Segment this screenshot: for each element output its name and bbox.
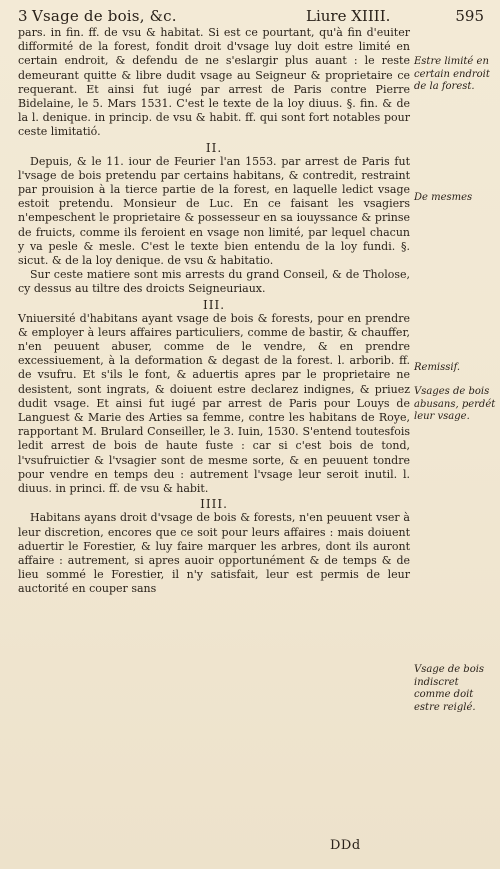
paragraph-5: Habitans ayans droit d'vsage de bois & forests, n'en peuuent vser à leur discretion, encores que ce soit pour leurs affaires : mais doiuent aduertir le Forestier, & luy faire marquer les arbres, dont ils auront affaire : autrement, si apres auoir opportunément & de temps & de lieu sommé le Forestier, il n'y satisfait, leur est permis de leur auctorité en couper sans [18, 511, 410, 596]
paragraph-2: Depuis, & le 11. iour de Feurier l'an 1553. par arrest de Paris fut l'vsage de bois pretendu par certains habitans, & contredit, restraint par prouision à la tierce partie de la forest, en laquelle ledict vsage estoit pretendu. Monsieur de Luc. En ce faisant les vsagiers n'empeschent le proprietaire & possesseur en sa iouyssance & prinse de fruicts, comme ils feroient en vsage non limité, par lequel chacun y va pesle & mesle. C'est le texte bien entendu de la loy fundi. §. sicut. & de la loy denique. de vsu & habitatio. [18, 154, 410, 268]
running-title: Vsage de bois, &c. [32, 7, 177, 25]
margin-note-remissif: Remissif. [414, 362, 461, 373]
signature-mark: DDd [330, 838, 361, 853]
book-number: Liure XIIII. [306, 7, 391, 25]
margin-note-vsages-abus: Vsages de bois abusans, perdét leur vsage. [414, 386, 496, 422]
paragraph-4: Vniuersité d'habitans ayant vsage de bois & forests, pour en prendre & employer à leurs affaires particuliers, comme de bastir, & chauffer, n'en peuuent abuser, comme de le vendre, & en prendre excessiuement, à la deformation & degast de la forest. l. arborib. ff. de vsufru. Et s'ils le font, & aduertis apres par le proprietaire ne desistent, sont ingrats, & doiuent estre declarez indignes, & priuez dudit vsage. Et ainsi fut iugé par arrest de Paris pour Louys de Languest & Marie des Arties sa femme, contre les habitans de Roye, rapportant M. Brulard Conseiller, le 3. Iuin, 1530. S'entend toutesfois ledit arrest de bois de haute fuste : car si c'est bois de tond, l'vsufruictier & l'vsagier sont de mesme sorte, & en peuuent tondre pour vendre en temps deu : autrement l'vsage leur seroit inutil. l. diuus. in princi. ff. de vsu & habit. [18, 311, 410, 496]
margin-note-limite: Estre limité en certain endroit de la forest. [414, 56, 490, 92]
section-heading-4: IIII. [200, 497, 228, 512]
margin-note-de-mesmes: De mesmes [414, 192, 473, 203]
paragraph-3: Sur ceste matiere sont mis arrests du grand Conseil, & de Tholose, cy dessus au tiltre des droicts Seigneuriaux. [18, 268, 410, 296]
section-heading-2: II. [205, 140, 223, 155]
header-folio-mark: 3 [18, 7, 28, 25]
running-header [18, 6, 490, 26]
body-text [18, 26, 410, 597]
page-number: 595 [455, 7, 484, 25]
section-heading-3: III. [202, 297, 226, 312]
paragraph-1: pars. in fin. ff. de vsu & habitat. Si est ce pourtant, qu'à fin d'euiter difformité de la forest, fondit droit d'vsage luy doit estre limité en certain endroit, & defendu de ne s'eslargir plus auant : le reste demeurant quitte & libre dudit vsage au Seigneur & proprietaire ce requerant. Et ainsi fut iugé par arrest de Paris contre Pierre Bidelaine, le 5. Mars 1531. C'est le texte de la loy diuus. §. fin. & de la l. denique. in princip. de vsu & habit. ff. qui sont fort notables pour ceste limitatió. [18, 26, 410, 139]
margin-note-vsage-indiscret: Vsage de bois indiscret comme doit estre reiglé. [414, 664, 485, 713]
